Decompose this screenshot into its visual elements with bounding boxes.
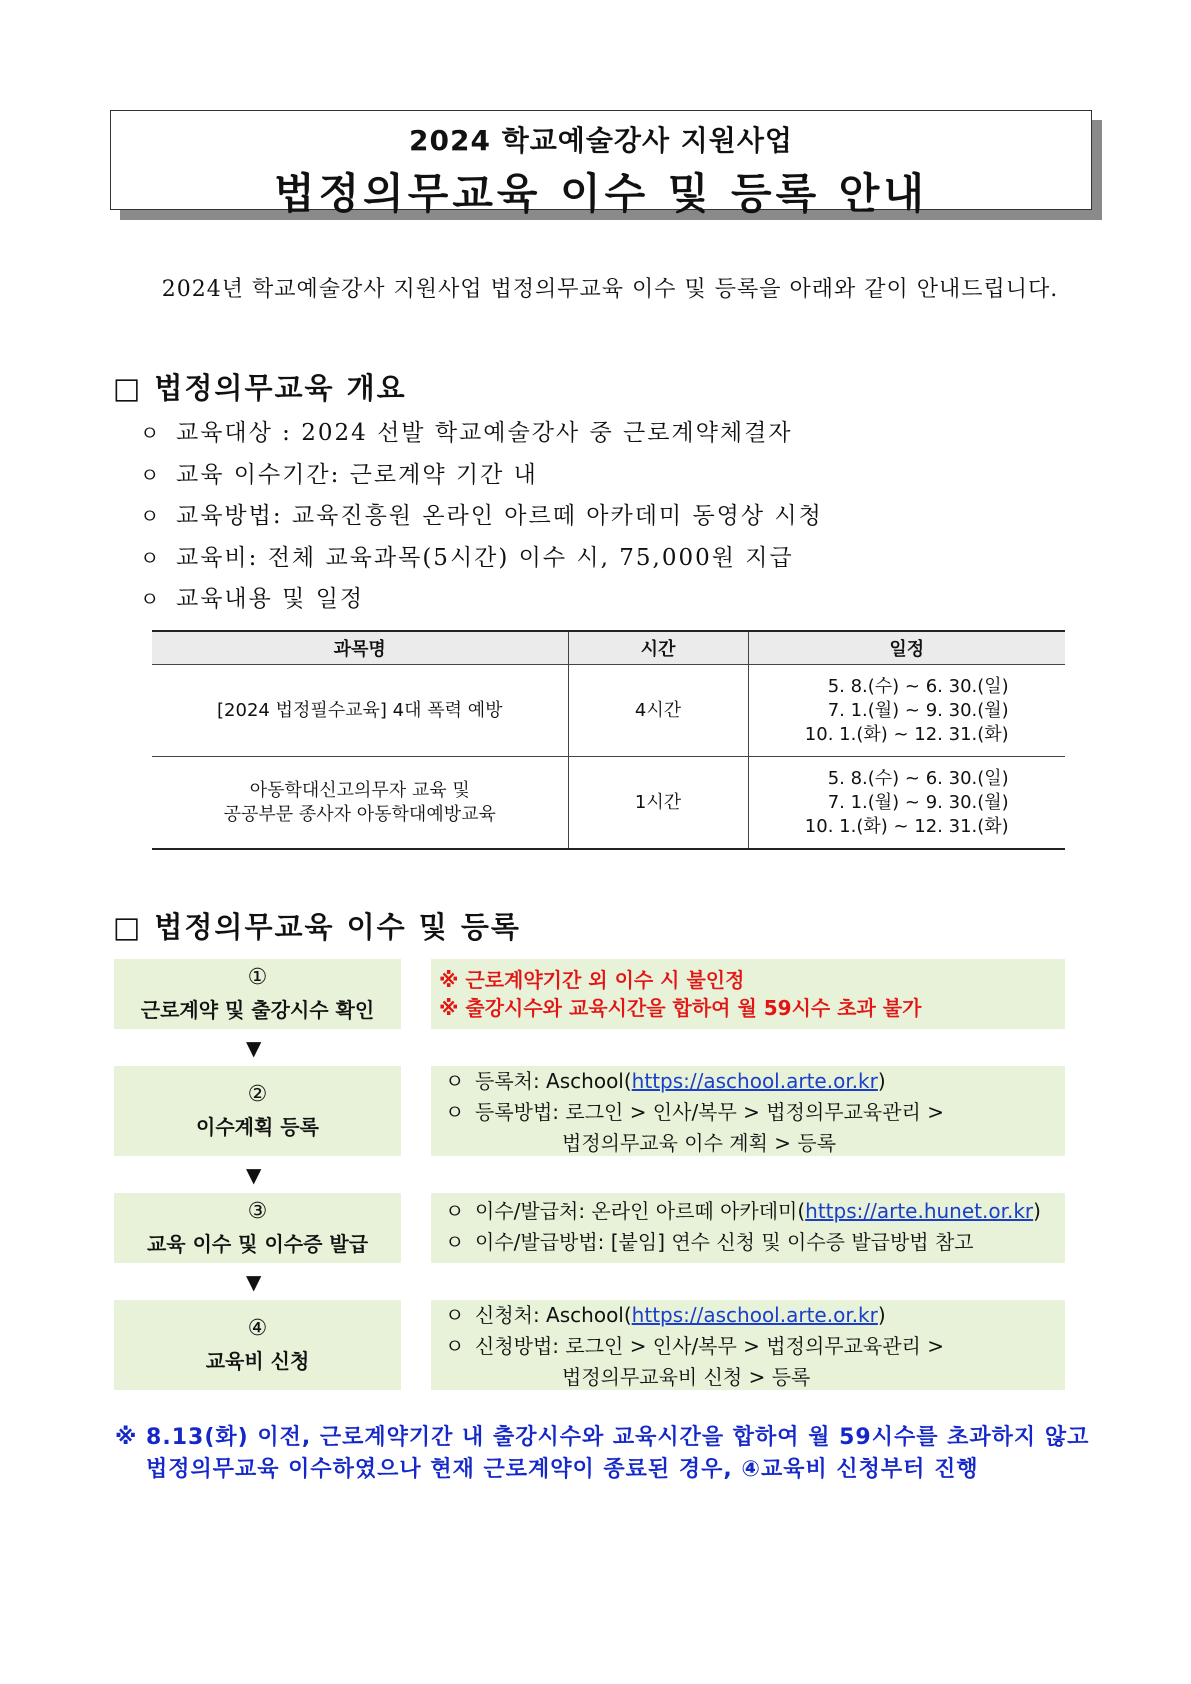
hours-cell: 4시간: [568, 665, 748, 757]
column-header-schedule: 일정: [748, 631, 1065, 665]
list-item-continuation: 법정의무교육 이수 계획 > 등록: [562, 1131, 837, 1155]
bullet-circle-icon: ㅇ: [445, 1303, 465, 1327]
title-year-program: 2024 학교예술강사 지원사업: [409, 124, 793, 157]
step-2-box: [114, 1066, 401, 1156]
aschool-link[interactable]: https://aschool.arte.or.kr: [631, 1069, 878, 1093]
table-row: [152, 665, 1065, 757]
step-4-box: [114, 1300, 401, 1390]
intro-text: 2024년 학교예술강사 지원사업 법정의무교육 이수 및 등록을 아래와 같이 안내드립니다.: [161, 277, 1059, 302]
step-3-box: [114, 1193, 401, 1263]
table-header-row: [152, 631, 1065, 665]
footnote-line: ※ 8.13(화) 이전, 근로계약기간 내 출강시수와 교육시간을 합하여 월 59시수를 초과하지 않고: [115, 1425, 1090, 1450]
step-1-notes: [431, 959, 1065, 1029]
list-item: ㅇ 이수/발급방법: [붙임] 연수 신청 및 이수증 발급방법 참고: [445, 1227, 1065, 1258]
section-heading-registration: [113, 905, 521, 946]
flow-arrow-down-icon: ▼: [246, 1270, 262, 1294]
bullet-circle-icon: ㅇ: [140, 587, 162, 611]
step-number: ②: [247, 1082, 268, 1107]
step-4-details: [431, 1300, 1065, 1390]
flow-arrow-down-icon: ▼: [246, 1163, 262, 1187]
footnote-line: 법정의무교육 이수하였으나 현재 근로계약이 종료된 경우, ④교육비 신청부터 진행: [146, 1457, 979, 1482]
list-item-continuation: 법정의무교육비 신청 > 등록: [562, 1365, 811, 1389]
column-header-subject: 과목명: [152, 631, 568, 665]
step-label: 교육 이수 및 이수증 발급: [146, 1232, 369, 1256]
list-item: ㅇ 신청처: Aschool(https://aschool.arte.or.kr): [445, 1300, 1065, 1331]
step-1-box: [114, 959, 401, 1029]
step-label: 이수계획 등록: [196, 1115, 319, 1139]
section-heading-text: 법정의무교육 개요: [154, 371, 407, 405]
list-item: ㅇ 이수/발급처: 온라인 아르떼 아카데미(https://arte.hunet.or.kr): [445, 1196, 1065, 1227]
bullet-circle-icon: ㅇ: [140, 545, 162, 570]
schedule-cell: 5. 8.(수) ~ 6. 30.(일) 7. 1.(월) ~ 9. 30.(월) 10. 1.(화) ~ 12. 31.(화): [748, 665, 1065, 757]
footnote: [115, 1422, 1089, 1486]
subject-cell: [2024 법정필수교육] 4대 폭력 예방: [152, 665, 568, 757]
step-label: 근로계약 및 출강시수 확인: [140, 998, 375, 1022]
list-item: ㅇ 교육대상 : 2024 선발 학교예술강사 중 근로계약체결자: [140, 413, 823, 455]
bullet-circle-icon: ㅇ: [445, 1069, 465, 1093]
aschool-link[interactable]: https://aschool.arte.or.kr: [631, 1303, 878, 1327]
subject-cell: 아동학대신고의무자 교육 및 공공부문 종사자 아동학대예방교육: [152, 757, 568, 850]
bullet-circle-icon: ㅇ: [445, 1230, 465, 1254]
checkbox-square-icon: □: [113, 371, 143, 405]
section-heading-overview: [113, 366, 407, 407]
step-2-details: [431, 1066, 1065, 1156]
warning-note: ※ 출강시수와 교육시간을 합하여 월 59시수 초과 불가: [439, 996, 922, 1020]
list-item: ㅇ 등록처: Aschool(https://aschool.arte.or.kr): [445, 1066, 1065, 1097]
bullet-circle-icon: ㅇ: [445, 1334, 465, 1358]
arte-academy-link[interactable]: https://arte.hunet.or.kr: [805, 1199, 1034, 1223]
checkbox-square-icon: □: [113, 910, 143, 944]
step-3-details: [431, 1193, 1065, 1263]
title-box: [110, 110, 1092, 218]
section-heading-text: 법정의무교육 이수 및 등록: [154, 910, 521, 944]
bullet-circle-icon: ㅇ: [140, 504, 162, 528]
step-number: ④: [247, 1316, 268, 1341]
list-item: ㅇ 교육방법: 교육진흥원 온라인 아르떼 아카데미 동영상 시청: [140, 496, 823, 538]
list-item: ㅇ 신청방법: 로그인 > 인사/복무 > 법정의무교육관리 >: [445, 1331, 1065, 1362]
table-row: [152, 757, 1065, 850]
column-header-hours: 시간: [568, 631, 748, 665]
list-item: ㅇ 등록방법: 로그인 > 인사/복무 > 법정의무교육관리 >: [445, 1097, 1065, 1128]
overview-bullet-list: [140, 413, 823, 621]
education-schedule-table: [152, 630, 1065, 850]
bullet-circle-icon: ㅇ: [140, 421, 162, 445]
schedule-cell: 5. 8.(수) ~ 6. 30.(일) 7. 1.(월) ~ 9. 30.(월) 10. 1.(화) ~ 12. 31.(화): [748, 757, 1065, 850]
step-number: ①: [247, 965, 268, 990]
list-item: ㅇ 교육내용 및 일정: [140, 579, 823, 621]
list-item: ㅇ 교육비: 전체 교육과목(5시간) 이수 시, 75,000원 지급: [140, 538, 823, 580]
step-label: 교육비 신청: [205, 1349, 310, 1373]
bullet-circle-icon: ㅇ: [445, 1199, 465, 1223]
page-title: 법정의무교육 이수 및 등록 안내: [274, 169, 928, 218]
bullet-circle-icon: ㅇ: [140, 462, 162, 487]
list-item: ㅇ 교육 이수기간: 근로계약 기간 내: [140, 455, 823, 497]
hours-cell: 1시간: [568, 757, 748, 850]
flow-arrow-down-icon: ▼: [246, 1036, 262, 1060]
bullet-circle-icon: ㅇ: [445, 1100, 465, 1124]
step-number: ③: [247, 1199, 268, 1224]
warning-note: ※ 근로계약기간 외 이수 시 불인정: [439, 968, 745, 992]
